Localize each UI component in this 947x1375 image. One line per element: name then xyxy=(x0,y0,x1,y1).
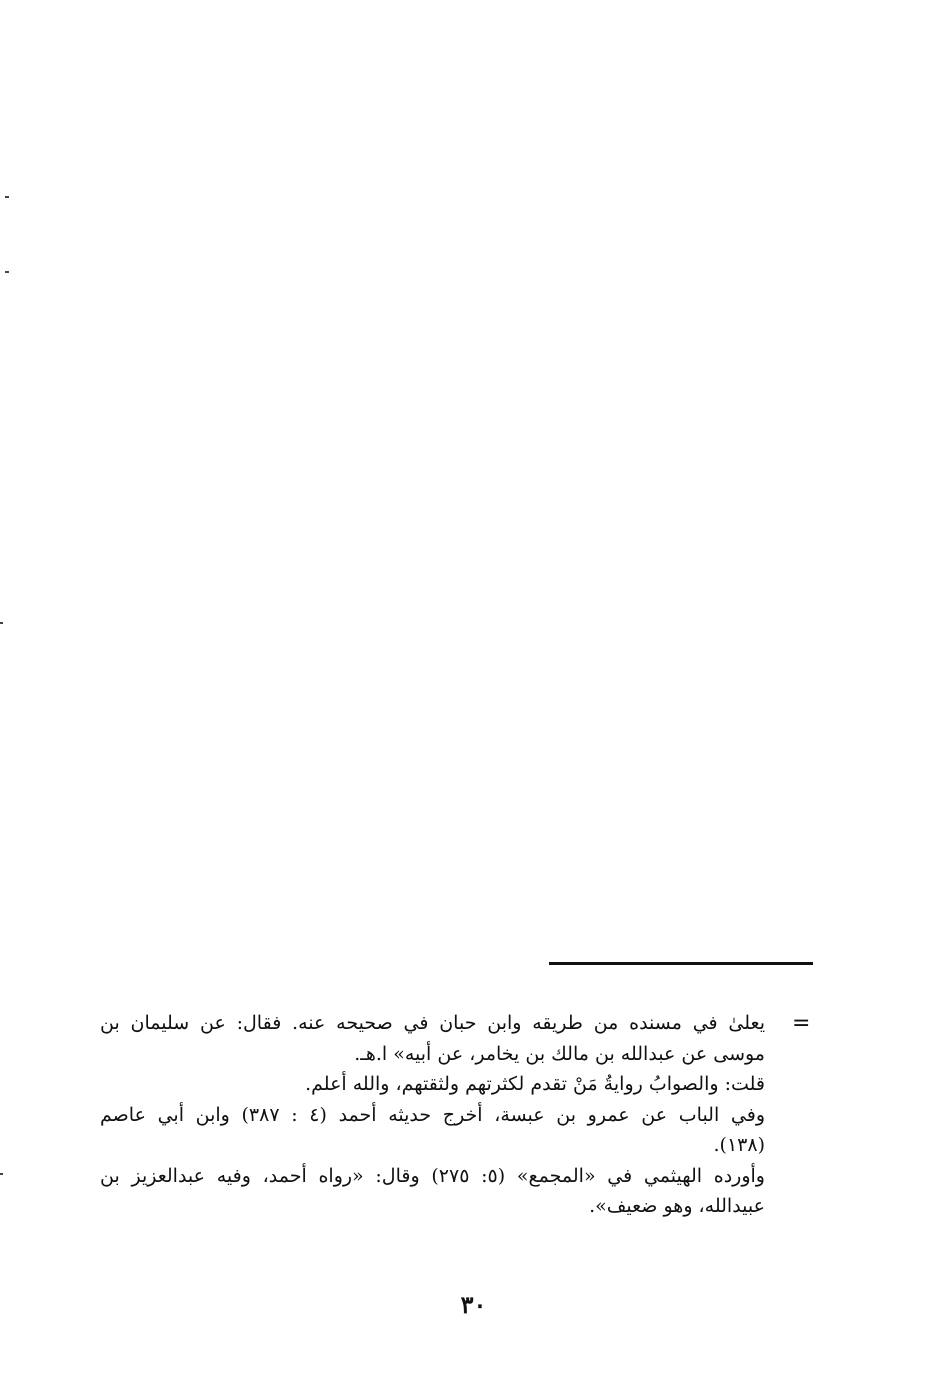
scan-margin-mark xyxy=(0,622,3,624)
footnote-line: يعلىٰ في مسنده من طريقه وابن حبان في صحيحه عنه. فقال: عن سليمان بن xyxy=(100,1012,765,1034)
footnote-separator-rule xyxy=(549,962,813,965)
footnote-line: قلت: والصوابُ روايةُ مَنْ تقدم لكثرتهم ولثقتهم، والله أعلم. xyxy=(305,1073,765,1095)
footnote-continuation-mark: = xyxy=(792,1011,811,1036)
scan-margin-mark xyxy=(5,196,9,198)
footnote-line: وأورده الهيثمي في «المجمع» (٥: ٢٧٥) وقال: «رواه أحمد، وفيه عبدالعزيز بن xyxy=(100,1164,765,1187)
footnote-line: موسى عن عبدالله بن مالك بن يخامر، عن أبيه» ا.هـ. xyxy=(354,1042,765,1065)
footnote-line: عبيدالله، وهو ضعيف». xyxy=(589,1195,765,1217)
footnote-text xyxy=(100,1008,765,1222)
footnote-line: وفي الباب عن عمرو بن عبسة، أخرج حديثه أحمد (٤ : ٣٨٧) وابن أبي عاصم xyxy=(100,1103,766,1126)
scan-margin-mark xyxy=(0,1173,3,1175)
page-number: ٣٠ xyxy=(460,1290,487,1319)
scan-margin-mark xyxy=(5,271,9,273)
footnote-line: (١٣٨). xyxy=(713,1134,765,1156)
